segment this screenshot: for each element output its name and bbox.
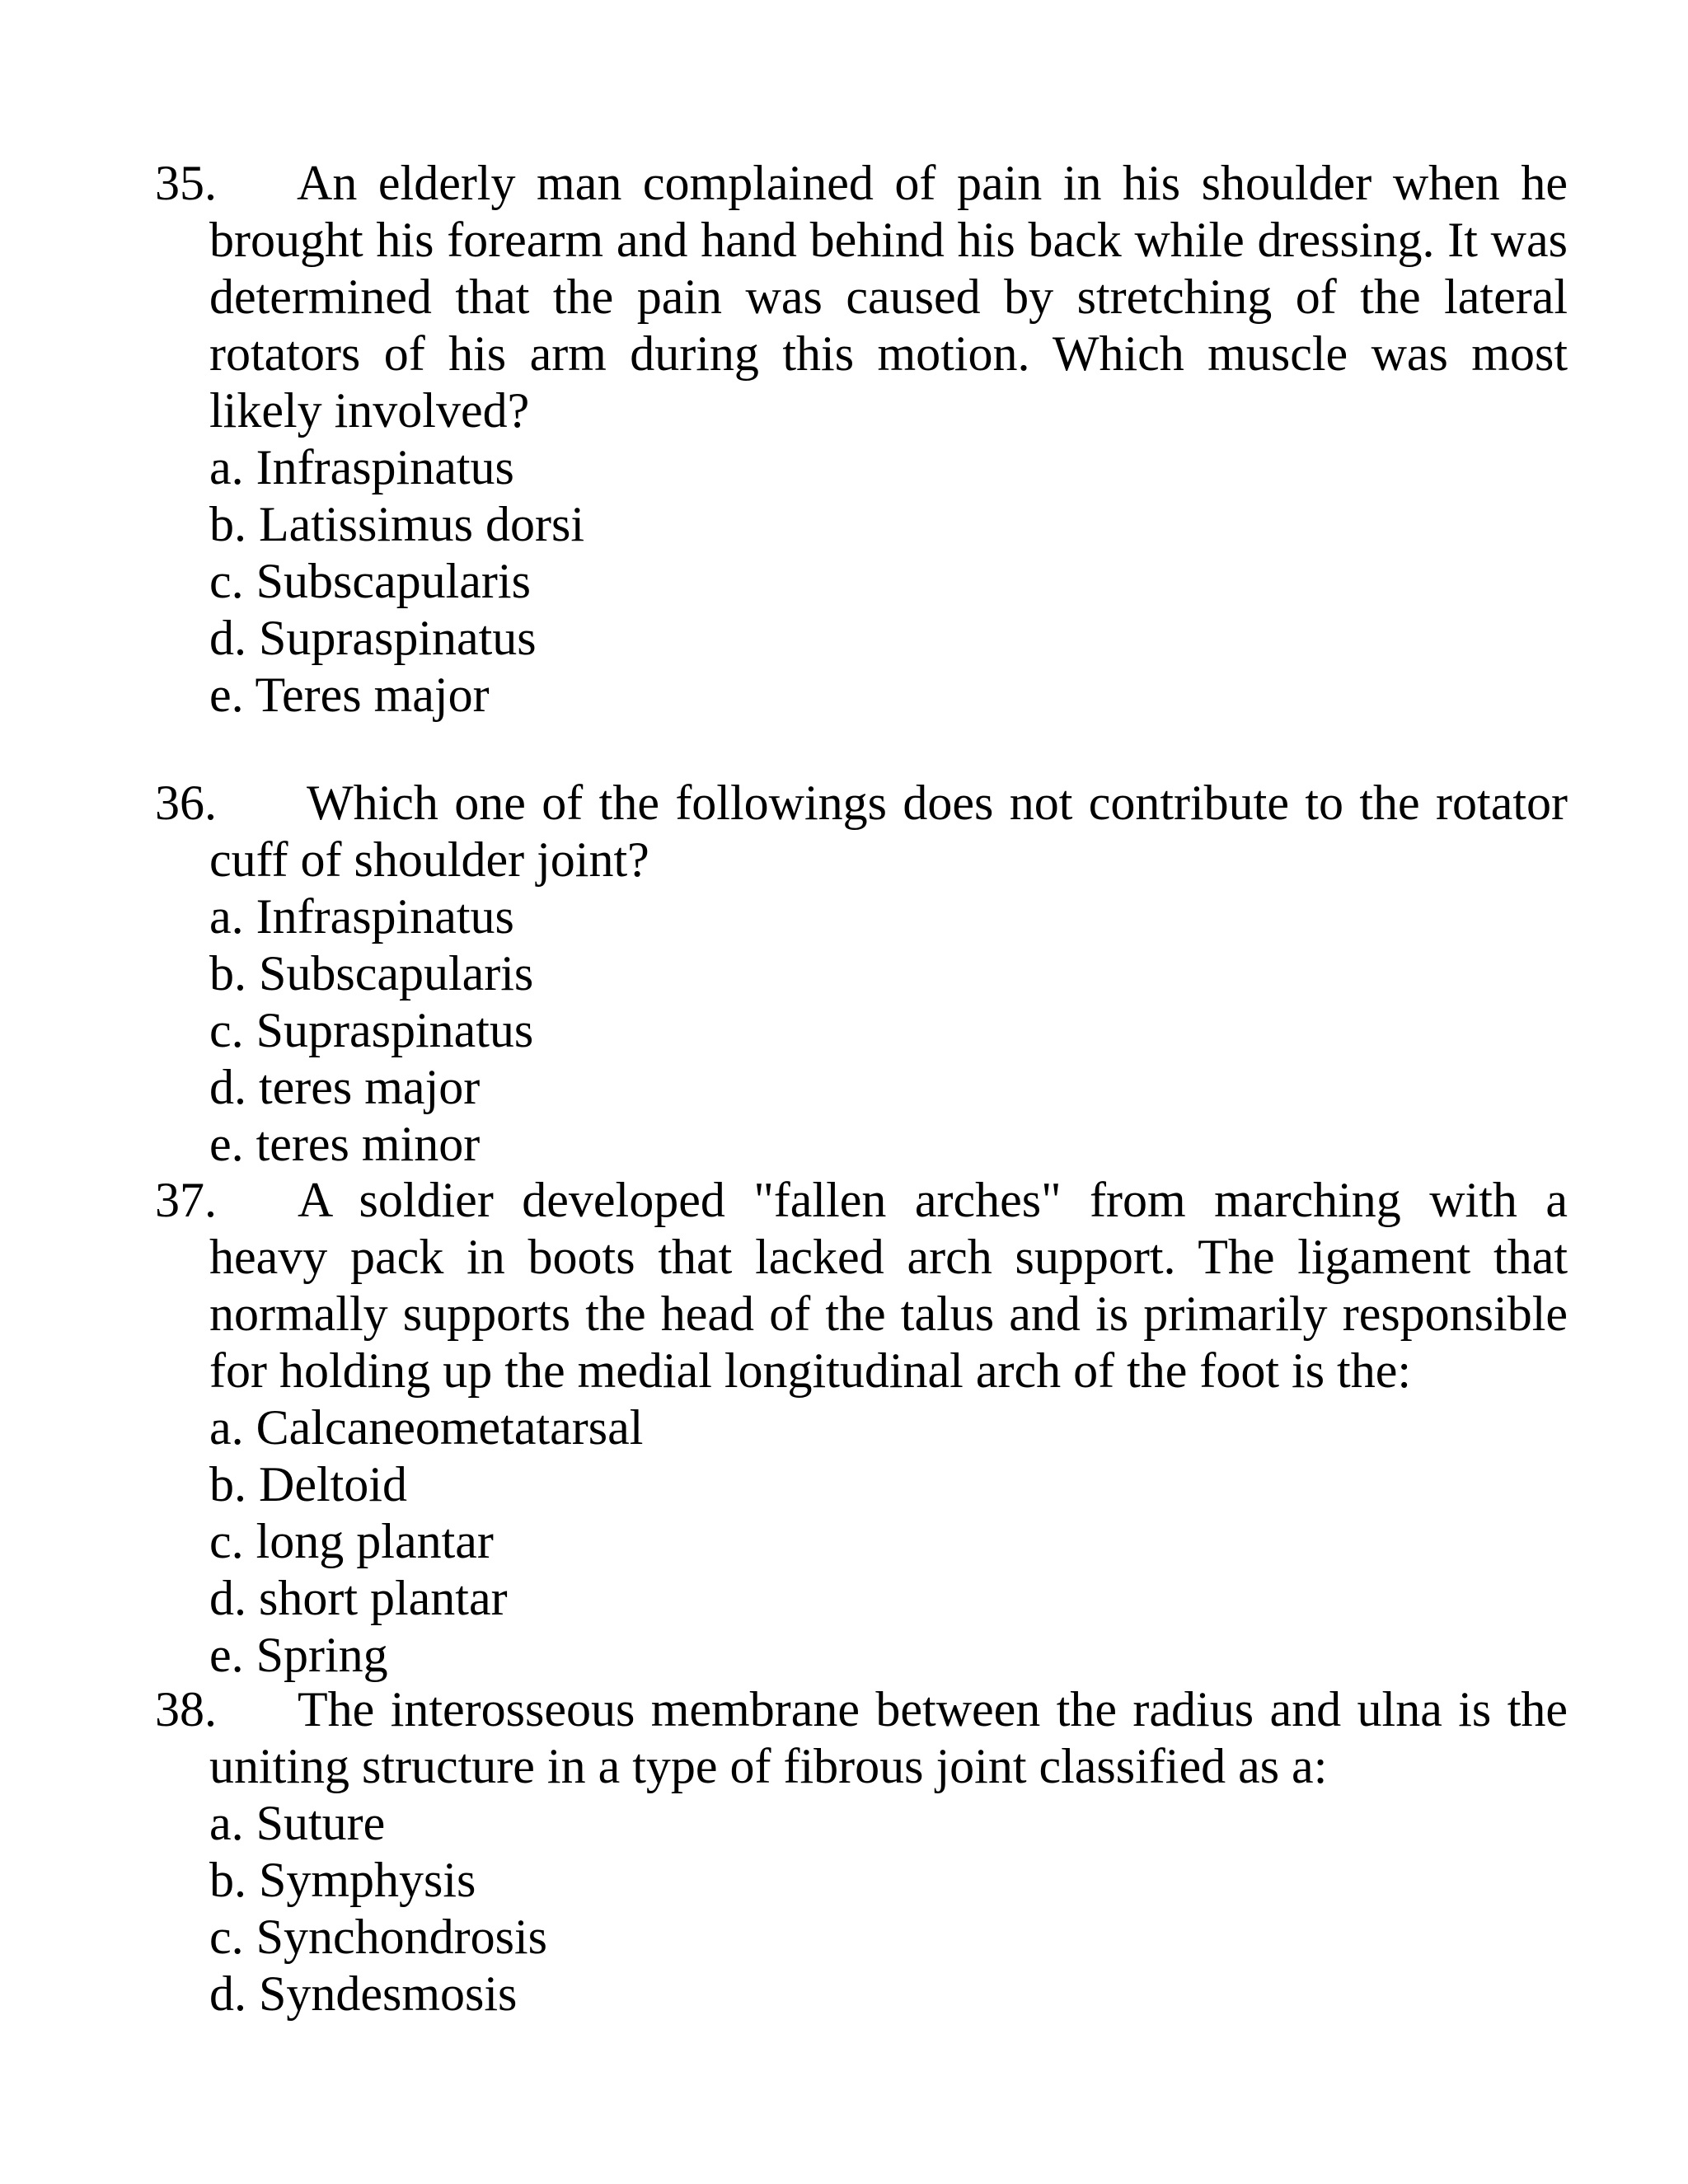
question-text: Which one of the followings does not contribute to the rotator cuff of shoulder joint? [209, 776, 1568, 887]
option-a: a. Suture [209, 1796, 386, 1850]
question-37 [155, 1172, 1568, 1684]
options-list [155, 1795, 1568, 2022]
option-e: e. Teres major [209, 668, 490, 722]
question-text: An elderly man complained of pain in his shoulder when he brought his forearm and hand behind his back while dressing. It was determined that the pain was caused by stretching of the lateral rotators of his arm during this motion. Which muscle was most likely involved? [209, 156, 1568, 438]
options-list [155, 439, 1568, 724]
options-list [155, 888, 1568, 1173]
option-c: c. long plantar [209, 1514, 494, 1568]
option-c: c. Supraspinatus [209, 1003, 534, 1057]
option-e: e. Spring [209, 1628, 388, 1682]
option-a: a. Infraspinatus [209, 889, 514, 944]
option-b: b. Latissimus dorsi [209, 497, 585, 551]
options-list [155, 1399, 1568, 1684]
option-a: a. Calcaneometatarsal [209, 1400, 644, 1455]
question-text: A soldier developed "fallen arches" from marching with a heavy pack in boots that lacked arch support. The ligament that normally supports the head of the talus and is primarily responsible for holding up the medial longitudinal arch of the foot is the: [209, 1173, 1568, 1398]
option-a: a. Infraspinatus [209, 440, 514, 494]
question-number: 35. [155, 156, 217, 210]
option-b: b. Deltoid [209, 1457, 407, 1511]
option-c: c. Subscapularis [209, 554, 531, 608]
option-b: b. Subscapularis [209, 946, 534, 1001]
option-d: d. Syndesmosis [209, 1966, 518, 2021]
option-d: d. short plantar [209, 1571, 508, 1625]
question-stem [155, 775, 1568, 888]
question-35 [155, 155, 1568, 724]
question-stem [155, 1681, 1568, 1795]
question-38 [155, 1681, 1568, 2022]
question-text: The interosseous membrane between the radius and ulna is the uniting structure in a type of fibrous joint classified as a: [209, 1682, 1568, 1793]
option-b: b. Symphysis [209, 1853, 476, 1907]
option-e: e. teres minor [209, 1117, 481, 1171]
question-stem [155, 155, 1568, 439]
question-number: 37. [155, 1173, 217, 1227]
option-d: d. Supraspinatus [209, 611, 537, 665]
option-c: c. Synchondrosis [209, 1910, 547, 1964]
question-number: 36. [155, 776, 217, 830]
question-number: 38. [155, 1682, 217, 1736]
question-stem [155, 1172, 1568, 1399]
option-d: d. teres major [209, 1060, 481, 1114]
question-36 [155, 775, 1568, 1173]
